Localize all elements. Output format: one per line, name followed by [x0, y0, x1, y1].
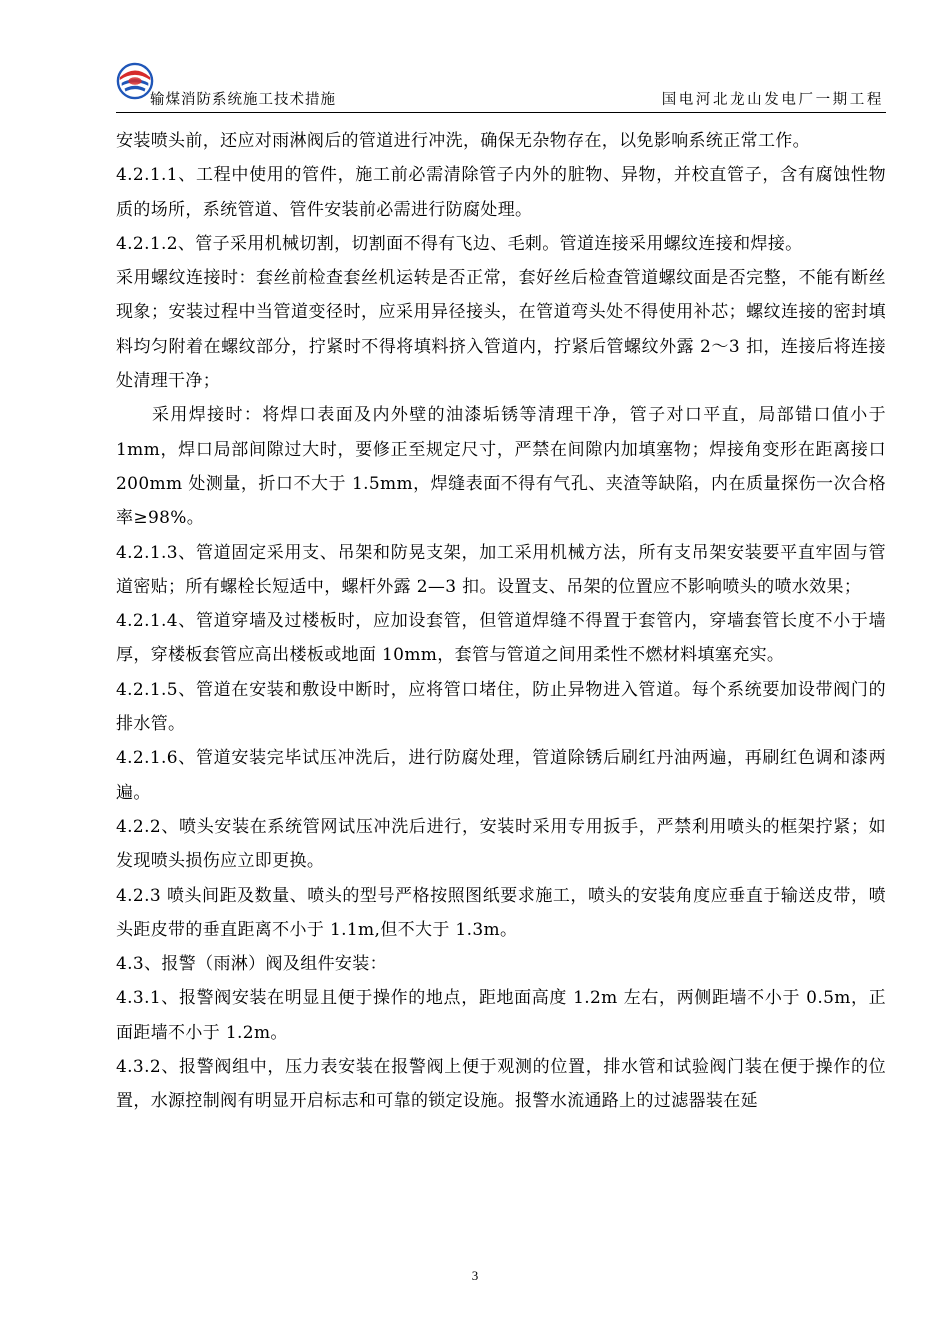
paragraph: 采用螺纹连接时：套丝前检查套丝机运转是否正常，套好丝后检查管道螺纹面是否完整，不能有断丝现象；安装过程中当管道变径时，应采用异径接头，在管道弯头处不得使用补芯；螺纹连接的密封填料均匀附着在螺纹部分，拧紧时不得将填料挤入管道内，拧紧后管螺纹外露 2～3 扣，连接后将连接处清理干净；	[116, 268, 886, 392]
paragraph: 4.2.1.1、工程中使用的管件，施工前必需清除管子内外的脏物、异物，并校直管子，含有腐蚀性物质的场所，系统管道、管件安装前必需进行防腐处理。	[116, 165, 886, 220]
paragraph: 4.2.1.5、管道在安装和敷设中断时，应将管口堵住，防止异物进入管道。每个系统要加设带阀门的排水管。	[116, 679, 886, 735]
paragraph: 4.2.1.4、管道穿墙及过楼板时，应加设套管，但管道焊缝不得置于套管内，穿墙套管长度不小于墙厚，穿楼板套管应高出楼板或地面 10mm，套管与管道之间用柔性不燃材料填塞充实。	[116, 611, 886, 666]
page-number: 3	[471, 1268, 479, 1283]
document-title: 输煤消防系统施工技术措施	[150, 92, 336, 108]
paragraph: 4.2.3 喷头间距及数量、喷头的型号严格按照图纸要求施工，喷头的安装角度应垂直于输送皮带，喷头距皮带的垂直距离不小于 1.1m,但不大于 1.3m。	[116, 885, 886, 940]
page-header	[116, 60, 886, 113]
project-name: 国电河北龙山发电厂一期工程	[661, 92, 884, 108]
paragraph: 4.3.1、报警阀安装在明显且便于操作的地点，距地面高度 1.2m 左右，两侧距墙不小于 0.5m，正面距墙不小于 1.2m。	[116, 988, 886, 1043]
paragraph: 4.2.1.6、管道安装完毕试压冲洗后，进行防腐处理，管道除锈后刷红丹油两遍，再刷红色调和漆两遍。	[116, 748, 886, 803]
paragraph: 4.2.1.2、管子采用机械切割，切割面不得有飞边、毛刺。管道连接采用螺纹连接和焊接。	[116, 233, 803, 254]
paragraph: 安装喷头前，还应对雨淋阀后的管道进行冲洗，确保无杂物存在，以免影响系统正常工作。	[116, 131, 810, 151]
document-body	[116, 124, 886, 1119]
paragraph: 4.2.2、喷头安装在系统管网试压冲洗后进行，安装时采用专用扳手，严禁利用喷头的框架拧紧；如发现喷头损伤应立即更换。	[116, 816, 886, 872]
paragraph: 采用焊接时：将焊口表面及内外壁的油漆垢锈等清理干净，管子对口平直，局部错口值小于 1mm，焊口局部间隙过大时，要修正至规定尺寸，严禁在间隙内加填塞物；焊接角变形在距离接口 200mm 处测量，折口不大于 1.5mm，焊缝表面不得有气孔、夹渣等缺陷，内在质量探伤一次合格率≥98%。	[116, 405, 886, 529]
section-heading: 4.3、报警（雨淋）阀及组件安装：	[116, 954, 387, 975]
paragraph: 4.2.1.3、管道固定采用支、吊架和防晃支架，加工采用机械方法，所有支吊架安装要平直牢固与管道密贴；所有螺栓长短适中，螺杆外露 2—3 扣。设置支、吊架的位置应不影响喷头的喷水效果；	[116, 542, 886, 597]
company-logo-icon	[116, 62, 154, 100]
paragraph: 4.3.2、报警阀组中，压力表安装在报警阀上便于观测的位置，排水管和试验阀门装在便于操作的位置，水源控制阀有明显开启标志和可靠的锁定设施。报警水流通路上的过滤器装在延	[116, 1057, 886, 1112]
